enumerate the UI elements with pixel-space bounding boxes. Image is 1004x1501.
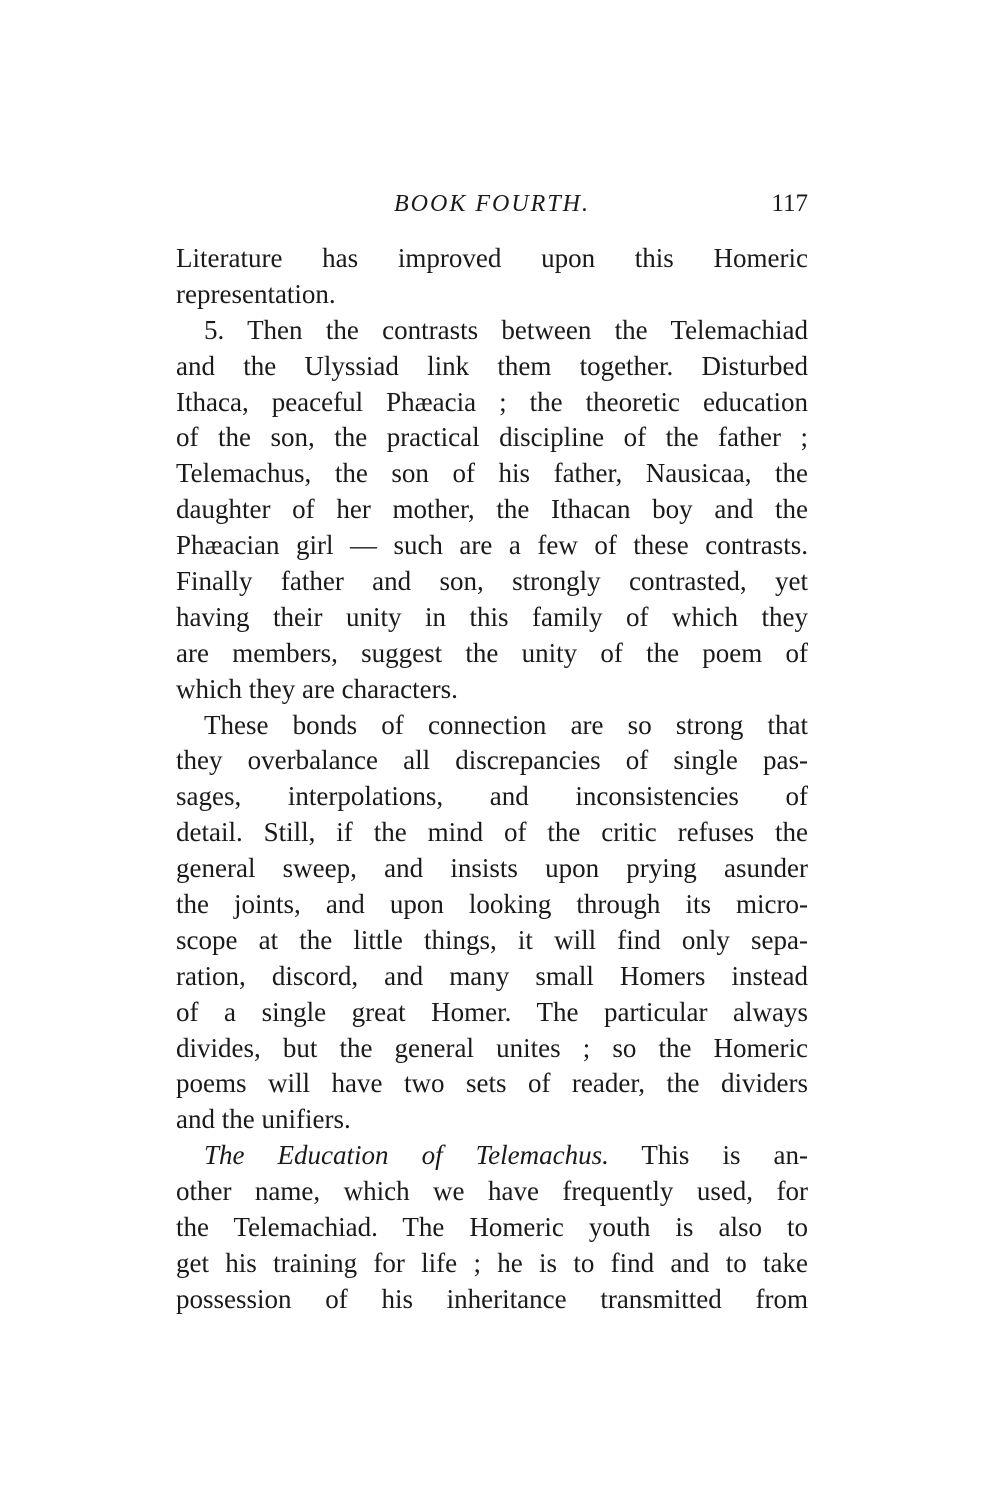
text-line: Ithaca, peaceful Phæacia ; the theoretic education (176, 386, 808, 417)
running-head (176, 186, 808, 222)
text-line: Telemachus, the son of his father, Nausicaa, the (176, 458, 808, 489)
text-line: These bonds of connection are so strong that (204, 709, 808, 740)
text-line: sages, interpolations, and inconsistencies of (176, 781, 808, 812)
text-line: the Telemachiad. The Homeric youth is also to (176, 1212, 808, 1243)
text-line: and the unifiers. (176, 1104, 351, 1135)
text-line: representation. (176, 278, 336, 309)
body-text (176, 241, 808, 1318)
text-line: scope at the little things, it will find only sepa- (176, 924, 808, 955)
text-line: divides, but the general unites ; so the Homeric (176, 1032, 808, 1063)
text-line: Finally father and son, strongly contrasted, yet (176, 566, 808, 597)
section-heading-line (176, 1138, 808, 1174)
text-line: possession of his inheritance transmitted from (176, 1283, 808, 1314)
text-line: which they are characters. (176, 673, 458, 704)
text-line: are members, suggest the unity of the poem of (176, 637, 808, 668)
page-number: 117 (771, 190, 808, 217)
text-line: detail. Still, if the mind of the critic refuses the (176, 817, 808, 848)
text-line: other name, which we have frequently used, for (176, 1176, 808, 1207)
heading-line-text: This is an- (641, 1140, 808, 1171)
text-line: general sweep, and insists upon prying asunder (176, 853, 808, 884)
text-line: the joints, and upon looking through its micro- (176, 889, 808, 920)
running-title: BOOK FOURTH. (394, 191, 590, 217)
italic-section-heading: The Education of Telemachus. (204, 1140, 609, 1171)
text-line: daughter of her mother, the Ithacan boy and the (176, 494, 808, 525)
text-line: having their unity in this family of which they (176, 601, 808, 632)
text-line: 5. Then the contrasts between the Telemachiad (204, 314, 808, 345)
text-line: and the Ulyssiad link them together. Disturbed (176, 350, 808, 381)
text-line: of the son, the practical discipline of the father ; (176, 422, 808, 453)
text-line: poems will have two sets of reader, the dividers (176, 1068, 808, 1099)
text-line: get his training for life ; he is to find and to take (176, 1247, 808, 1278)
text-line: Phæacian girl — such are a few of these contrasts. (176, 530, 808, 561)
text-line: ration, discord, and many small Homers instead (176, 960, 808, 991)
text-line: of a single great Homer. The particular always (176, 996, 808, 1027)
text-line: they overbalance all discrepancies of single pas- (176, 745, 808, 776)
text-line: Literature has improved upon this Homeric (176, 243, 808, 273)
